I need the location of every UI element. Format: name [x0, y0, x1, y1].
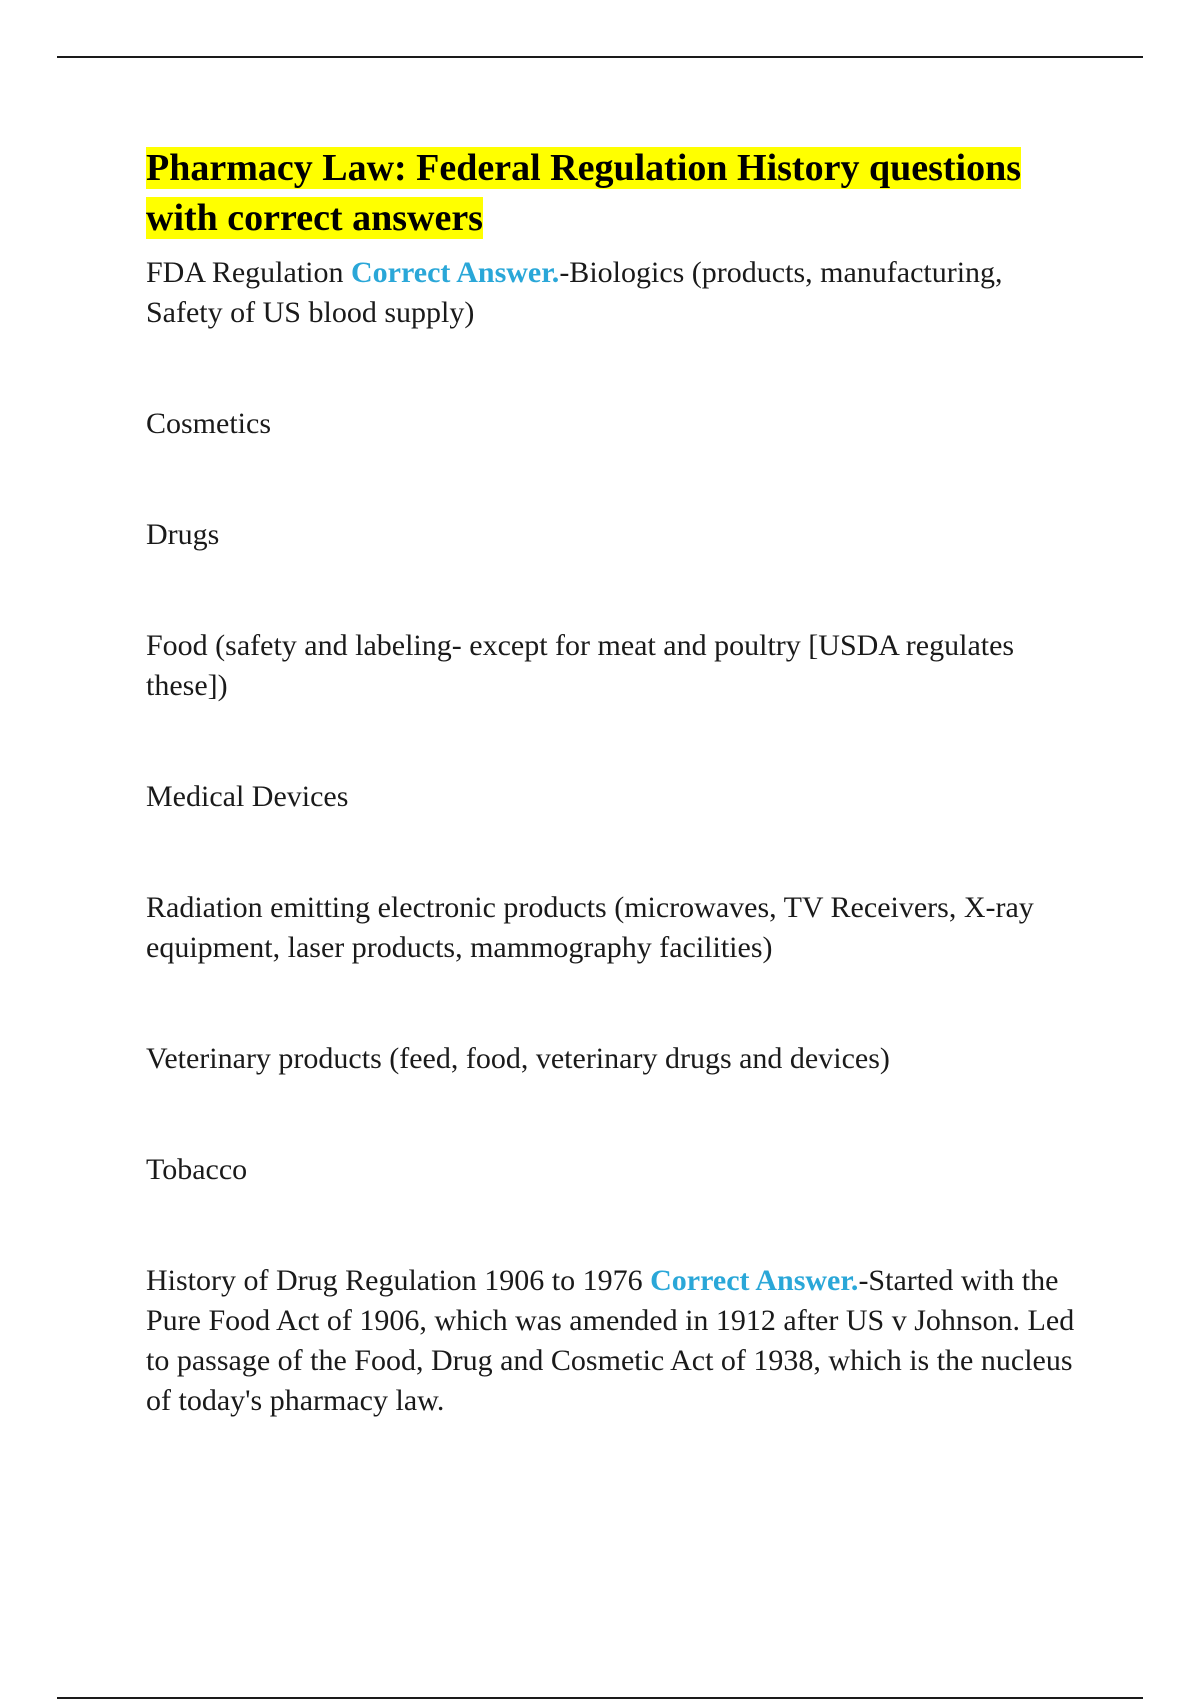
answer-text: -Biologics (products, manufacturing, Safety of US blood supply)	[146, 256, 1003, 329]
answer-text: -Started with the Pure Food Act of 1906, which was amended in 1912 after US v Johnson. Led to passage of the Food, Drug and Cosmetic Act of 1938, which is the nucleus of today's pharmacy law.	[146, 1264, 1075, 1417]
qa-item-fda-regulation	[146, 253, 1086, 333]
answer-line-medical-devices: Medical Devices	[146, 780, 349, 813]
question-text: History of Drug Regulation 1906 to 1976	[146, 1264, 651, 1297]
correct-answer-label: Correct Answer.	[650, 1264, 859, 1297]
qa-item-history	[146, 1261, 1086, 1421]
correct-answer-label: Correct Answer.	[351, 256, 560, 289]
title-highlight: Pharmacy Law: Federal Regulation History questions with correct answers	[146, 147, 1022, 239]
footer-rule	[57, 1697, 1143, 1699]
answer-line-cosmetics: Cosmetics	[146, 407, 271, 440]
question-text: FDA Regulation	[146, 256, 352, 289]
answer-line-drugs: Drugs	[146, 518, 220, 551]
answer-line-food: Food (safety and labeling- except for meat and poultry [USDA regulates these])	[146, 629, 1015, 702]
answer-line-veterinary: Veterinary products (feed, food, veterinary drugs and devices)	[146, 1042, 890, 1075]
document-body	[146, 143, 1086, 1421]
page-title	[146, 143, 1086, 243]
answer-line-tobacco: Tobacco	[146, 1153, 248, 1186]
answer-line-radiation: Radiation emitting electronic products (microwaves, TV Receivers, X-ray equipment, laser products, mammography facilities)	[146, 891, 1034, 964]
header-rule	[57, 56, 1143, 58]
